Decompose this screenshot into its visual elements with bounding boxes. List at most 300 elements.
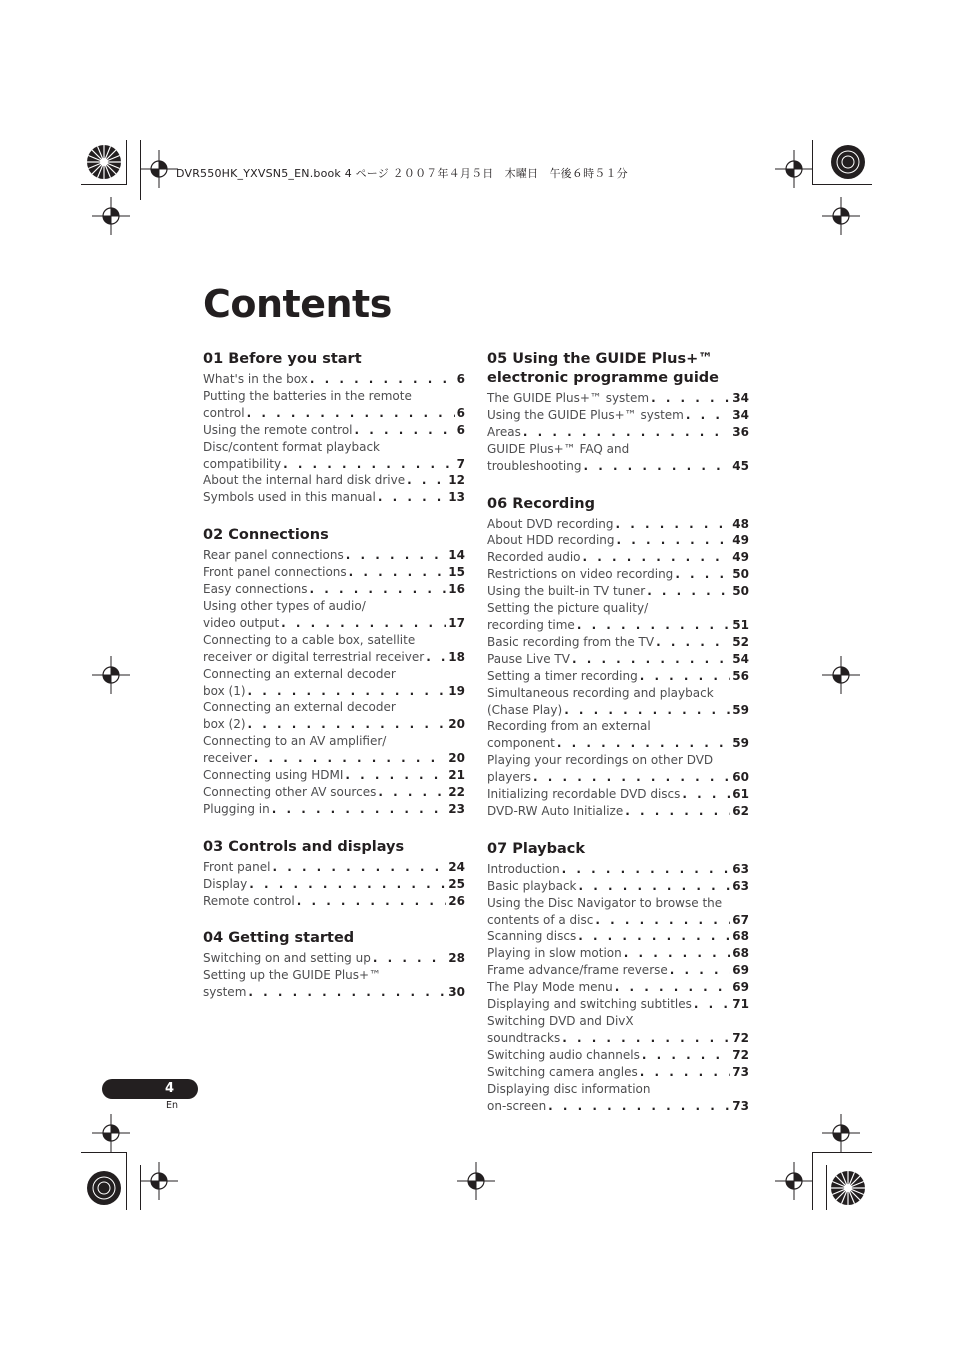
dot-leader	[249, 876, 446, 893]
toc-entry[interactable]	[203, 422, 465, 439]
toc-entry-label: control	[203, 405, 245, 420]
toc-entry[interactable]	[487, 407, 749, 424]
toc-entry-list	[203, 371, 465, 506]
toc-entry[interactable]	[203, 598, 465, 632]
toc-entry-row	[487, 878, 749, 895]
toc-entry-row	[487, 962, 749, 979]
toc-entry-label: Front panel connections	[203, 565, 347, 580]
toc-entry-label: troubleshooting	[487, 458, 582, 473]
dot-leader	[272, 801, 447, 818]
toc-entry-page: 28	[448, 951, 465, 966]
toc-entry-page: 16	[448, 582, 465, 597]
toc-entry[interactable]	[487, 424, 749, 441]
toc-entry[interactable]	[203, 439, 465, 473]
toc-entry-row	[487, 668, 749, 685]
dot-leader	[564, 702, 730, 719]
toc-entry-row	[203, 859, 465, 876]
toc-entry-label-line1: Setting up the GUIDE Plus+™	[203, 968, 382, 983]
toc-entry-row	[203, 876, 465, 893]
toc-entry[interactable]	[203, 967, 465, 1001]
toc-entry-label: Scanning discs	[487, 929, 577, 944]
toc-entry-label: compatibility	[203, 456, 282, 471]
toc-entry-page: 6	[456, 372, 465, 386]
toc-entry[interactable]	[487, 718, 749, 752]
dot-leader	[583, 458, 730, 475]
section-title-text: 01 Before you start	[203, 351, 362, 367]
toc-entry-row	[203, 767, 465, 784]
toc-section	[203, 526, 465, 818]
toc-entry-page: 56	[732, 668, 749, 683]
section-title	[487, 840, 749, 859]
toc-entry-page: 73	[732, 1098, 749, 1113]
dot-leader	[254, 750, 447, 767]
page-title: Contents	[203, 282, 392, 326]
toc-entry-label: The Play Mode menu	[487, 980, 613, 995]
crosshair-mark-icon	[92, 197, 130, 235]
toc-entry[interactable]	[487, 861, 749, 878]
dot-leader	[578, 928, 730, 945]
toc-entry-row	[487, 861, 749, 878]
section-title-text: 05 Using the GUIDE Plus+™	[487, 351, 713, 367]
toc-entry-row	[203, 564, 465, 581]
toc-entry-label: Recorded audio	[487, 550, 581, 565]
toc-entry[interactable]	[487, 979, 749, 996]
toc-entry[interactable]	[203, 801, 465, 818]
toc-entry-page: 18	[448, 649, 465, 664]
toc-entry-label: Switching audio channels	[487, 1047, 640, 1062]
toc-entry-row	[487, 407, 749, 424]
toc-entry-label: Basic recording from the TV	[487, 634, 655, 649]
toc-entry-label: About DVD recording	[487, 516, 614, 531]
registration-mark-icon	[82, 140, 126, 184]
toc-entry-page: 14	[448, 548, 465, 563]
toc-entry-row	[487, 651, 749, 668]
toc-entry-page: 20	[448, 751, 465, 766]
toc-entry-label: Remote control	[203, 893, 295, 908]
toc-entry-page: 50	[732, 567, 749, 582]
toc-entry[interactable]	[487, 600, 749, 634]
toc-entry[interactable]	[487, 752, 749, 786]
toc-entry[interactable]	[203, 893, 465, 910]
toc-entry-row	[203, 615, 465, 632]
crosshair-mark-icon	[140, 150, 178, 188]
toc-entry[interactable]	[487, 895, 749, 929]
toc-entry[interactable]	[203, 950, 465, 967]
toc-entry-page: 45	[732, 458, 749, 473]
toc-entry-row	[487, 424, 749, 441]
dot-leader	[247, 405, 455, 422]
toc-entry-label: Playing in slow motion	[487, 946, 622, 961]
crop-mark	[812, 184, 872, 185]
toc-entry-page: 68	[732, 946, 749, 961]
dot-leader	[562, 861, 731, 878]
dot-leader	[640, 668, 731, 685]
toc-entry[interactable]	[203, 388, 465, 422]
toc-entry-label: Basic playback	[487, 878, 577, 893]
dot-leader	[523, 424, 730, 441]
dot-leader	[640, 1064, 731, 1081]
toc-entry[interactable]	[487, 390, 749, 407]
dot-leader	[615, 516, 730, 533]
toc-section	[487, 350, 749, 475]
toc-entry-page: 60	[732, 770, 749, 785]
toc-entry-page: 13	[448, 490, 465, 505]
toc-section	[487, 840, 749, 1115]
dot-leader	[572, 651, 730, 668]
dot-leader	[656, 634, 730, 651]
toc-entry-label: Connecting other AV sources	[203, 784, 377, 799]
toc-entry-row	[203, 371, 465, 388]
toc-section	[203, 929, 465, 1001]
toc-entry-label-line1: Displaying disc information	[487, 1081, 651, 1096]
toc-entry[interactable]	[487, 1047, 749, 1064]
section-title-text: 06 Recording	[487, 495, 595, 512]
toc-entry[interactable]	[203, 666, 465, 700]
dot-leader	[548, 1098, 730, 1115]
toc-entry-label: contents of a disc	[487, 912, 594, 927]
toc-entry-page: 52	[732, 634, 749, 649]
toc-entry[interactable]	[203, 699, 465, 733]
dot-leader	[297, 893, 447, 910]
dot-leader	[426, 649, 446, 666]
toc-entry-row	[487, 928, 749, 945]
toc-entry-label: Easy connections	[203, 582, 308, 597]
toc-right-column	[487, 350, 749, 1134]
toc-entry-row	[203, 472, 465, 489]
toc-entry-row	[487, 390, 749, 407]
dot-leader	[378, 784, 446, 801]
toc-entry[interactable]	[203, 472, 465, 489]
toc-entry[interactable]	[487, 803, 749, 820]
toc-entry-row	[203, 581, 465, 598]
toc-entry-page: 30	[448, 985, 465, 1000]
toc-entry-label: Front panel	[203, 859, 271, 874]
toc-entry-page: 59	[732, 702, 749, 717]
section-title	[203, 526, 465, 545]
crop-mark	[81, 1152, 127, 1153]
toc-entry-row	[487, 566, 749, 583]
toc-entry-label: Introduction	[487, 861, 560, 876]
toc-entry[interactable]	[487, 878, 749, 895]
section-title	[487, 350, 749, 388]
toc-entry[interactable]	[487, 1064, 749, 1081]
toc-entry-page: 69	[732, 963, 749, 978]
toc-entry-page: 62	[732, 803, 749, 818]
toc-entry-label-line1: Playing your recordings on other DVD	[487, 753, 714, 768]
toc-entry-label: Pause Live TV	[487, 651, 570, 666]
crop-mark	[812, 1152, 872, 1153]
toc-entry-label: Initializing recordable DVD discs	[487, 787, 681, 802]
dot-leader	[577, 617, 730, 634]
toc-entry[interactable]	[203, 547, 465, 564]
toc-entry-row	[487, 1064, 749, 1081]
section-title-text: 03 Controls and displays	[203, 838, 405, 855]
toc-entry-page: 34	[732, 391, 749, 405]
toc-entry-row	[203, 801, 465, 818]
toc-entry-row	[487, 769, 749, 786]
toc-entry-row	[203, 683, 465, 700]
section-title	[203, 350, 465, 369]
toc-entry-label: Symbols used in this manual	[203, 490, 376, 505]
dot-leader	[248, 683, 447, 700]
toc-entry-label: DVD-RW Auto Initialize	[487, 803, 624, 818]
toc-entry-page: 21	[448, 768, 465, 783]
dot-leader	[248, 716, 447, 733]
toc-entry-row	[203, 405, 465, 422]
toc-entry[interactable]	[203, 371, 465, 388]
toc-entry-label: What's in the box	[203, 372, 308, 386]
toc-entry-page: 59	[732, 736, 749, 751]
toc-entry-label: (Chase Play)	[487, 702, 563, 717]
dot-leader	[309, 581, 446, 598]
dot-leader	[346, 547, 447, 564]
toc-entry-row	[203, 456, 465, 473]
toc-entry[interactable]	[203, 489, 465, 506]
toc-entry-row	[487, 634, 749, 651]
toc-section	[203, 838, 465, 910]
toc-entry-label: Using the remote control	[203, 422, 353, 437]
dot-leader	[407, 472, 446, 489]
toc-entry-row	[203, 984, 465, 1001]
toc-entry-page: 49	[732, 550, 749, 565]
toc-entry[interactable]	[487, 1013, 749, 1047]
dot-leader	[686, 407, 730, 424]
toc-left-column	[203, 350, 465, 1021]
toc-entry-row	[487, 1030, 749, 1047]
section-title-text: 04 Getting started	[203, 930, 355, 947]
toc-entry-label: system	[203, 985, 247, 1000]
toc-entry-row	[203, 893, 465, 910]
toc-entry-page: 73	[732, 1064, 749, 1079]
toc-entry[interactable]	[487, 549, 749, 566]
toc-entry[interactable]	[487, 668, 749, 685]
toc-entry-page: 54	[732, 651, 749, 666]
toc-entry-label-line1: Disc/content format playback	[203, 439, 380, 454]
toc-entry-page: 68	[732, 929, 749, 944]
toc-entry[interactable]	[203, 632, 465, 666]
toc-entry-label: Using the GUIDE Plus+™ system	[487, 407, 684, 422]
toc-entry-page: 63	[732, 861, 749, 876]
toc-entry[interactable]	[487, 962, 749, 979]
toc-entry[interactable]	[203, 784, 465, 801]
toc-entry-list	[203, 859, 465, 910]
toc-entry-row	[487, 516, 749, 533]
toc-entry-label-line1: Connecting to a cable box, satellite	[203, 632, 416, 647]
section-title-text: 02 Connections	[203, 527, 329, 544]
toc-section	[487, 495, 749, 820]
toc-entry-label: Switching on and setting up	[203, 951, 371, 966]
toc-entry[interactable]	[203, 767, 465, 784]
toc-entry-label-line1: Simultaneous recording and playback	[487, 685, 714, 700]
toc-entry-page: 50	[732, 584, 749, 599]
dot-leader	[682, 786, 730, 803]
dot-leader	[642, 1047, 730, 1064]
toc-entry-label: About the internal hard disk drive	[203, 473, 406, 488]
toc-entry-page: 34	[732, 407, 749, 422]
toc-entry[interactable]	[487, 1081, 749, 1115]
toc-entry-row	[487, 912, 749, 929]
crosshair-mark-icon	[822, 1114, 860, 1152]
toc-entry-label: receiver	[203, 751, 252, 766]
toc-entry-label-line1: Using other types of audio/	[203, 598, 366, 613]
toc-entry[interactable]	[487, 945, 749, 962]
toc-entry[interactable]	[203, 581, 465, 598]
toc-entry[interactable]	[487, 634, 749, 651]
toc-entry-label: component	[487, 736, 555, 751]
toc-entry-row	[203, 649, 465, 666]
toc-entry-page: 24	[448, 859, 465, 874]
dot-leader	[595, 912, 730, 929]
toc-entry-label: recording time	[487, 617, 575, 632]
toc-entry-row	[203, 784, 465, 801]
toc-entry-row	[203, 489, 465, 506]
crosshair-mark-icon	[775, 1162, 813, 1200]
toc-entry-label: Connecting using HDMI	[203, 768, 344, 783]
toc-entry-label: on-screen	[487, 1098, 547, 1113]
toc-entry[interactable]	[487, 441, 749, 475]
toc-entry[interactable]	[487, 566, 749, 583]
toc-entry-row	[487, 583, 749, 600]
toc-entry-page: 49	[732, 533, 749, 548]
toc-entry-label-line1: Switching DVD and DivX	[487, 1014, 634, 1028]
crosshair-mark-icon	[822, 197, 860, 235]
toc-entry[interactable]	[487, 786, 749, 803]
dot-leader	[562, 1030, 730, 1047]
toc-entry-row	[487, 532, 749, 549]
dot-leader	[651, 390, 730, 407]
toc-entry[interactable]	[203, 564, 465, 581]
dot-leader	[617, 532, 731, 549]
toc-entry-row	[203, 950, 465, 967]
toc-entry-row	[203, 750, 465, 767]
toc-entry[interactable]	[487, 928, 749, 945]
toc-entry-label-line1: Recording from an external	[487, 719, 651, 734]
toc-entry-row	[203, 716, 465, 733]
toc-entry-label-line1: Setting the picture quality/	[487, 601, 649, 616]
toc-entry[interactable]	[487, 685, 749, 719]
section-title	[203, 929, 465, 948]
toc-entry[interactable]	[487, 516, 749, 533]
toc-entry-row	[487, 735, 749, 752]
dot-leader	[625, 803, 730, 820]
toc-entry-label: Displaying and switching subtitles	[487, 997, 692, 1012]
toc-entry-label: Using the built-in TV tuner	[487, 584, 646, 599]
dot-leader	[283, 456, 455, 473]
toc-entry-label: Plugging in	[203, 801, 270, 816]
toc-section	[203, 350, 465, 506]
toc-entry-page: 22	[448, 784, 465, 799]
dot-leader	[310, 371, 455, 388]
toc-entry-page: 7	[456, 456, 465, 471]
toc-entry-label-line1: Using the Disc Navigator to browse the	[487, 895, 723, 910]
toc-entry-page: 72	[732, 1030, 749, 1045]
toc-entry-label: Switching camera angles	[487, 1064, 638, 1079]
toc-entry-label: players	[487, 770, 531, 785]
dot-leader	[533, 769, 730, 786]
dot-leader	[272, 859, 446, 876]
dot-leader	[557, 735, 730, 752]
toc-entry-label: Rear panel connections	[203, 548, 344, 563]
page-number: 4	[164, 1081, 174, 1096]
toc-entry-row	[487, 702, 749, 719]
registration-mark-icon	[826, 140, 870, 184]
dot-leader	[248, 984, 446, 1001]
toc-entry-label: Areas	[487, 424, 521, 439]
toc-entry-label: soundtracks	[487, 1030, 561, 1045]
registration-mark-icon	[82, 1166, 126, 1210]
dot-leader	[647, 583, 730, 600]
toc-entry-list	[487, 390, 749, 475]
toc-entry[interactable]	[203, 859, 465, 876]
toc-entry-page: 12	[448, 473, 465, 488]
toc-entry-label-line1: Connecting to an AV amplifier/	[203, 734, 387, 749]
toc-entry-label: Setting a timer recording	[487, 668, 638, 683]
crosshair-mark-icon	[140, 1162, 178, 1200]
toc-entry-label: Frame advance/frame reverse	[487, 963, 668, 978]
dot-leader	[615, 979, 731, 996]
toc-entry[interactable]	[487, 532, 749, 549]
toc-entry-row	[487, 803, 749, 820]
toc-entry-label-line1: Putting the batteries in the remote	[203, 388, 412, 403]
toc-entry-label: receiver or digital terrestrial receiver	[203, 649, 425, 664]
toc-entry-page: 67	[732, 912, 749, 927]
toc-entry-list	[203, 547, 465, 818]
section-title	[203, 838, 465, 857]
dot-leader	[694, 996, 730, 1013]
toc-entry-page: 6	[456, 405, 465, 420]
dot-leader	[579, 878, 731, 895]
crop-mark	[126, 1152, 127, 1210]
dot-leader	[355, 422, 455, 439]
toc-entry-label: video output	[203, 615, 280, 630]
toc-entry-row	[487, 458, 749, 475]
toc-entry-page: 48	[732, 516, 749, 531]
registration-mark-icon	[826, 1166, 870, 1210]
toc-entry-label: About HDD recording	[487, 533, 615, 548]
toc-entry[interactable]	[203, 733, 465, 767]
toc-entry-label-line1: GUIDE Plus+™ FAQ and	[487, 441, 630, 456]
toc-entry-page: 25	[448, 876, 465, 891]
dot-leader	[675, 566, 730, 583]
page-language-label: En	[166, 1100, 179, 1111]
toc-entry-row	[487, 617, 749, 634]
toc-entry-page: 69	[732, 980, 749, 995]
toc-entry-row	[487, 786, 749, 803]
dot-leader	[281, 615, 446, 632]
toc-entry[interactable]	[487, 583, 749, 600]
toc-entry-page: 71	[732, 997, 749, 1012]
crosshair-mark-icon	[92, 656, 130, 694]
dot-leader	[373, 950, 446, 967]
toc-entry-row	[487, 945, 749, 962]
toc-entry-row	[487, 979, 749, 996]
toc-entry[interactable]	[203, 876, 465, 893]
toc-entry-page: 20	[448, 717, 465, 732]
toc-entry-list	[487, 861, 749, 1115]
toc-entry-list	[487, 516, 749, 820]
crosshair-mark-icon	[822, 656, 860, 694]
section-title-text: 07 Playback	[487, 840, 586, 857]
toc-entry[interactable]	[487, 996, 749, 1013]
toc-entry-page: 15	[448, 565, 465, 580]
toc-entry[interactable]	[487, 651, 749, 668]
crosshair-mark-icon	[92, 1114, 130, 1152]
toc-entry-label: Display	[203, 876, 248, 891]
page-number-tab	[102, 1079, 198, 1099]
toc-entry-row	[203, 547, 465, 564]
toc-entry-list	[203, 950, 465, 1001]
toc-entry-row	[487, 996, 749, 1013]
